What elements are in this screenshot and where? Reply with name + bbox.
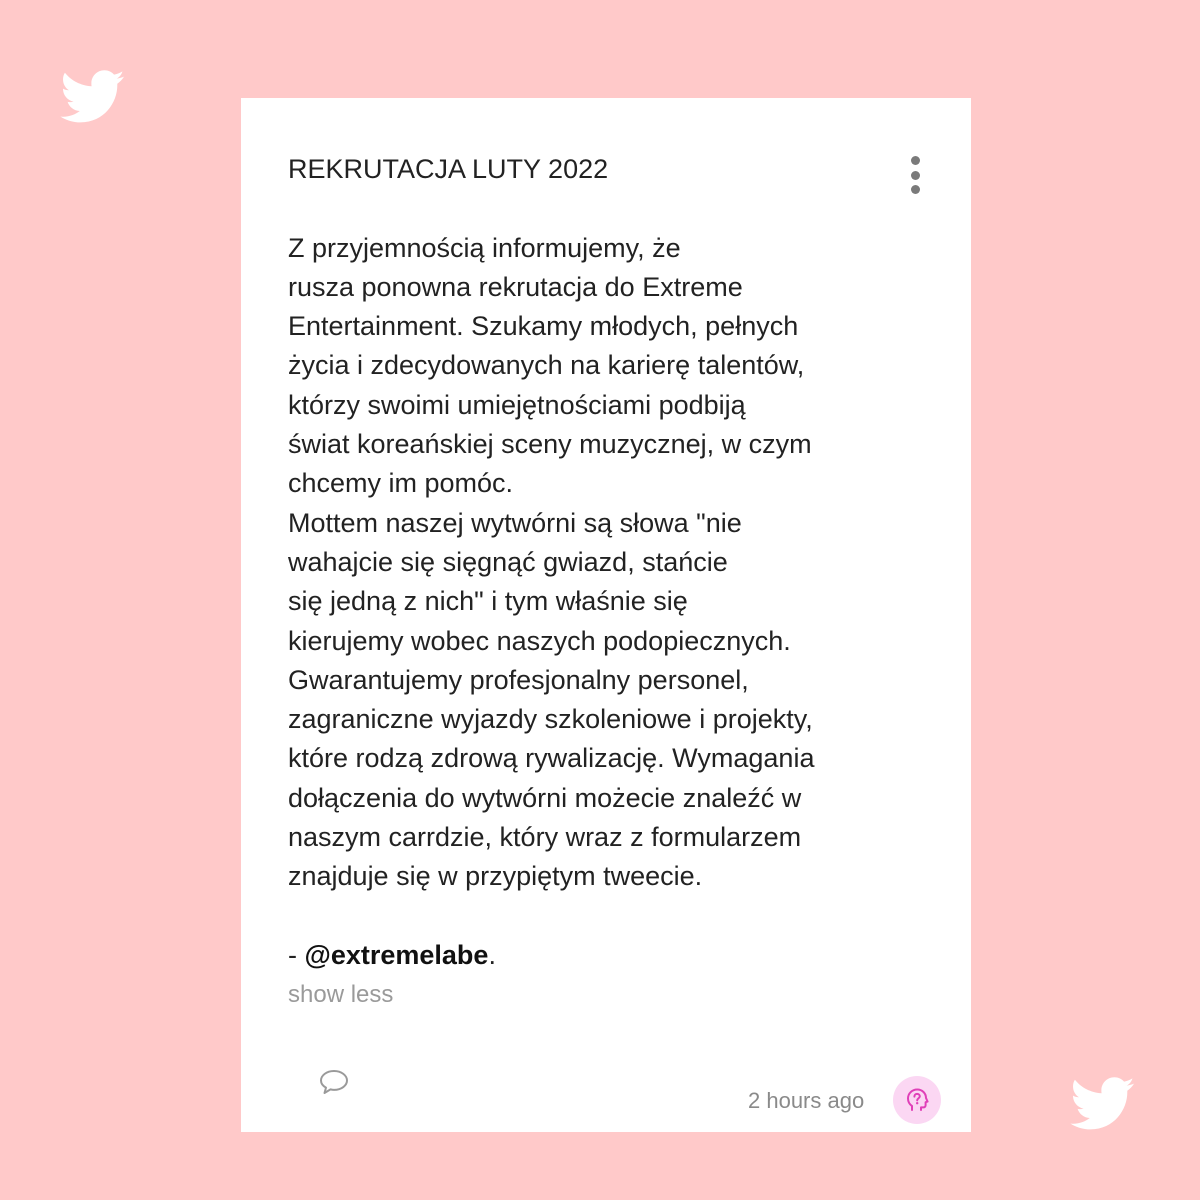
- twitter-bird-icon-graphic: [1070, 1077, 1136, 1131]
- note-line: dołączenia do wytwórni możecie znaleźć w: [288, 782, 802, 813]
- comment-bubble-icon-graphic: [318, 1068, 350, 1096]
- note-body: [288, 150, 888, 975]
- paragraph-spacer: [288, 897, 888, 936]
- paragraph-spacer: [288, 189, 888, 228]
- signature-handle[interactable]: @extremelabe: [304, 939, 489, 970]
- note-line: życia i zdecydowanych na karierę talentów,: [288, 350, 805, 381]
- signature: [288, 936, 888, 975]
- note-line: którzy swoimi umiejętnościami podbiją: [288, 389, 746, 420]
- note-line: wahajcie się sięgnąć gwiazd, stańcie: [288, 546, 728, 577]
- twitter-bird-icon: [1070, 1077, 1136, 1131]
- note-line: chcemy im pomóc.: [288, 468, 514, 499]
- note-card: [241, 98, 971, 1132]
- signature-suffix: .: [488, 939, 496, 970]
- note-line: Entertainment. Szukamy młodych, pełnych: [288, 311, 799, 342]
- head-question-icon[interactable]: [893, 1076, 941, 1124]
- note-title: REKRUTACJA LUTY 2022: [288, 154, 609, 184]
- more-vertical-icon[interactable]: [901, 153, 929, 197]
- note-line: Gwarantujemy profesjonalny personel,: [288, 664, 749, 695]
- note-line: naszym carrdzie, który wraz z formularzem: [288, 822, 802, 853]
- show-less-link[interactable]: show less: [288, 981, 394, 1008]
- menu-dot: [911, 156, 920, 165]
- timestamp: 2 hours ago: [748, 1088, 865, 1113]
- comment-bubble-icon[interactable]: [318, 1068, 350, 1096]
- note-line: Z przyjemnością informujemy, że: [288, 232, 681, 263]
- menu-dot: [911, 171, 920, 180]
- note-line: znajduje się w przypiętym tweecie.: [288, 861, 703, 892]
- note-line: się jedną z nich" i tym właśnie się: [288, 586, 688, 617]
- note-line: zagraniczne wyjazdy szkoleniowe i projekty,: [288, 704, 813, 735]
- head-question-icon-graphic: [903, 1086, 931, 1114]
- note-line: które rodzą zdrową rywalizację. Wymagania: [288, 743, 815, 774]
- note-line: kierujemy wobec naszych podopiecznych.: [288, 625, 791, 656]
- note-line: świat koreańskiej sceny muzycznej, w czym: [288, 429, 812, 460]
- twitter-bird-icon: [60, 70, 126, 124]
- note-line: rusza ponowna rekrutacja do Extreme: [288, 271, 743, 302]
- twitter-bird-icon-graphic: [60, 70, 126, 124]
- note-line: Mottem naszej wytwórni są słowa "nie: [288, 507, 742, 538]
- signature-prefix: -: [288, 939, 305, 970]
- menu-dot: [911, 185, 920, 194]
